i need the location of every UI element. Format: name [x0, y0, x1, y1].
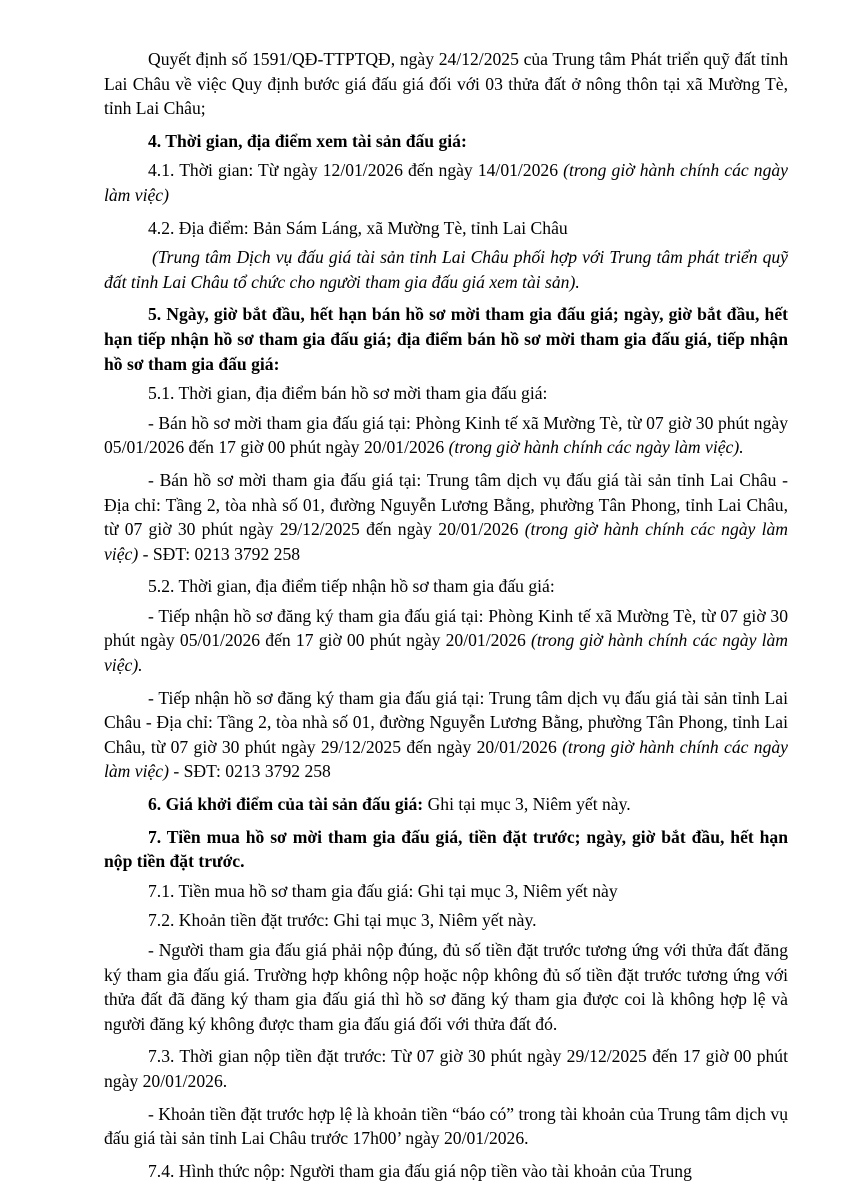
document-body — [104, 47, 788, 1191]
paragraph-5-2-b-note: (trong giờ hành chính các ngày làm việc) — [104, 736, 788, 782]
paragraph-5-1-a — [104, 411, 788, 460]
paragraph-5-1-a-text: - Bán hồ sơ mời tham gia đấu giá tại: Phòng Kinh tế xã Mường Tè, từ 07 giờ 30 phút ngày 05/01/2026 đến 17 giờ 00 phút ngày 20/01/2026 — [104, 412, 788, 458]
paragraph-5-1: 5.1. Thời gian, địa điểm bán hồ sơ mời tham gia đấu giá: — [148, 383, 548, 404]
paragraph-7-3: 7.3. Thời gian nộp tiền đặt trước: Từ 07 giờ 30 phút ngày 29/12/2025 đến 17 giờ 00 phút ngày 20/01/2026. — [104, 1046, 788, 1091]
paragraph-4-1 — [104, 158, 788, 207]
heading-section-6-label: 6. Giá khởi điểm của tài sản đấu giá: — [148, 794, 424, 815]
paragraph-5-2-a-note: (trong giờ hành chính các ngày làm việc). — [104, 630, 789, 676]
heading-section-4: 4. Thời gian, địa điểm xem tài sản đấu giá: — [148, 130, 467, 151]
paragraph-5-1-b-note: (trong giờ hành chính các ngày làm việc) — [104, 519, 789, 564]
paragraph-5-2-b-text: - Tiếp nhận hồ sơ đăng ký tham gia đấu giá tại: Trung tâm dịch vụ đấu giá tài sản tỉnh Lai Châu - Địa chỉ: Tầng 2, tòa nhà số 01, đường Nguyễn Lương Bằng, phường Tân Phong, tỉnh Lai Châu, từ 07 giờ 30 phút ngày 29/12/2025 đến ngày 20/01/2026 — [104, 687, 788, 757]
paragraph-5-2-b — [104, 686, 788, 784]
paragraph-7-3-a: - Khoản tiền đặt trước hợp lệ là khoản tiền “báo có” trong tài khoản của Trung tâm dịch vụ đấu giá tài sản tỉnh Lai Châu trước 17h00’ ngày 20/01/2026. — [104, 1103, 788, 1149]
paragraph-5-2: 5.2. Thời gian, địa điểm tiếp nhận hồ sơ tham gia đấu giá: — [148, 576, 555, 597]
heading-section-5: 5. Ngày, giờ bắt đầu, hết hạn bán hồ sơ mời tham gia đấu giá; ngày, giờ bắt đầu, hết hạn tiếp nhận hồ sơ tham gia đấu giá; địa điểm bán hồ sơ mời tham gia đấu giá, tiếp nhận hồ sơ tham gia đấu giá: — [104, 304, 788, 374]
paragraph-5-2-a-text: - Tiếp nhận hồ sơ đăng ký tham gia đấu giá tại: Phòng Kinh tế xã Mường Tè, từ 07 giờ 30 phút ngày 05/01/2026 đến 17 giờ 00 phút ngày 20/01/2026 — [104, 605, 788, 651]
heading-section-6 — [104, 792, 788, 817]
paragraph-4-2-note: (Trung tâm Dịch vụ đấu giá tài sản tỉnh Lai Châu phối hợp với Trung tâm phát triển quỹ đất tỉnh Lai Châu tổ chức cho người tham gia đấu giá xem tài sản). — [104, 247, 788, 292]
paragraph-5-1-b-text: - Bán hồ sơ mời tham gia đấu giá tại: Trung tâm dịch vụ đấu giá tài sản tỉnh Lai Châu - Địa chỉ: Tầng 2, tòa nhà số 01, đường Nguyễn Lương Bằng, phường Tân Phong, tỉnh Lai Châu, từ 07 giờ 30 phút ngày 29/12/2025 đến ngày 20/01/2026 — [104, 469, 788, 540]
paragraph-5-1-b — [104, 468, 788, 566]
paragraph-decision: Quyết định số 1591/QĐ-TTPTQĐ, ngày 24/12/2025 của Trung tâm Phát triển quỹ đất tỉnh Lai Châu về việc Quy định bước giá đấu giá đối với 03 thửa đất ở nông thôn tại xã Mường Tè, tỉnh Lai Châu; — [104, 49, 788, 119]
paragraph-7-2-a: - Người tham gia đấu giá phải nộp đúng, đủ số tiền đặt trước tương ứng với thửa đất đăng ký tham gia đấu giá. Trường hợp không nộp hoặc nộp không đủ số tiền đặt trước tương ứng với thửa đất đã đăng ký tham gia đấu giá thì hồ sơ đăng ký tham gia được coi là không hợp lệ và người đăng ký không được tham gia đấu giá đối với thửa đất đó. — [104, 940, 788, 1034]
paragraph-5-1-b-phone: - SĐT: 0213 3792 258 — [138, 543, 301, 564]
heading-section-6-text: Ghi tại mục 3, Niêm yết này. — [423, 794, 631, 815]
paragraph-5-2-a — [104, 604, 788, 678]
paragraph-5-2-b-phone: - SĐT: 0213 3792 258 — [168, 761, 331, 782]
paragraph-4-2: 4.2. Địa điểm: Bản Sám Láng, xã Mường Tè, tỉnh Lai Châu — [148, 217, 568, 238]
paragraph-5-1-a-note: (trong giờ hành chính các ngày làm việc). — [448, 437, 744, 458]
paragraph-7-1: 7.1. Tiền mua hồ sơ tham gia đấu giá: Ghi tại mục 3, Niêm yết này — [148, 880, 618, 901]
heading-section-7: 7. Tiền mua hồ sơ mời tham gia đấu giá, tiền đặt trước; ngày, giờ bắt đầu, hết hạn nộp tiền đặt trước. — [104, 826, 788, 872]
paragraph-4-1-text: 4.1. Thời gian: Từ ngày 12/01/2026 đến ngày 14/01/2026 — [148, 160, 564, 181]
paragraph-7-2: 7.2. Khoản tiền đặt trước: Ghi tại mục 3, Niêm yết này. — [148, 910, 537, 931]
paragraph-7-4: 7.4. Hình thức nộp: Người tham gia đấu giá nộp tiền vào tài khoản của Trung — [148, 1160, 692, 1181]
paragraph-4-1-note: (trong giờ hành chính các ngày làm việc) — [104, 160, 788, 205]
